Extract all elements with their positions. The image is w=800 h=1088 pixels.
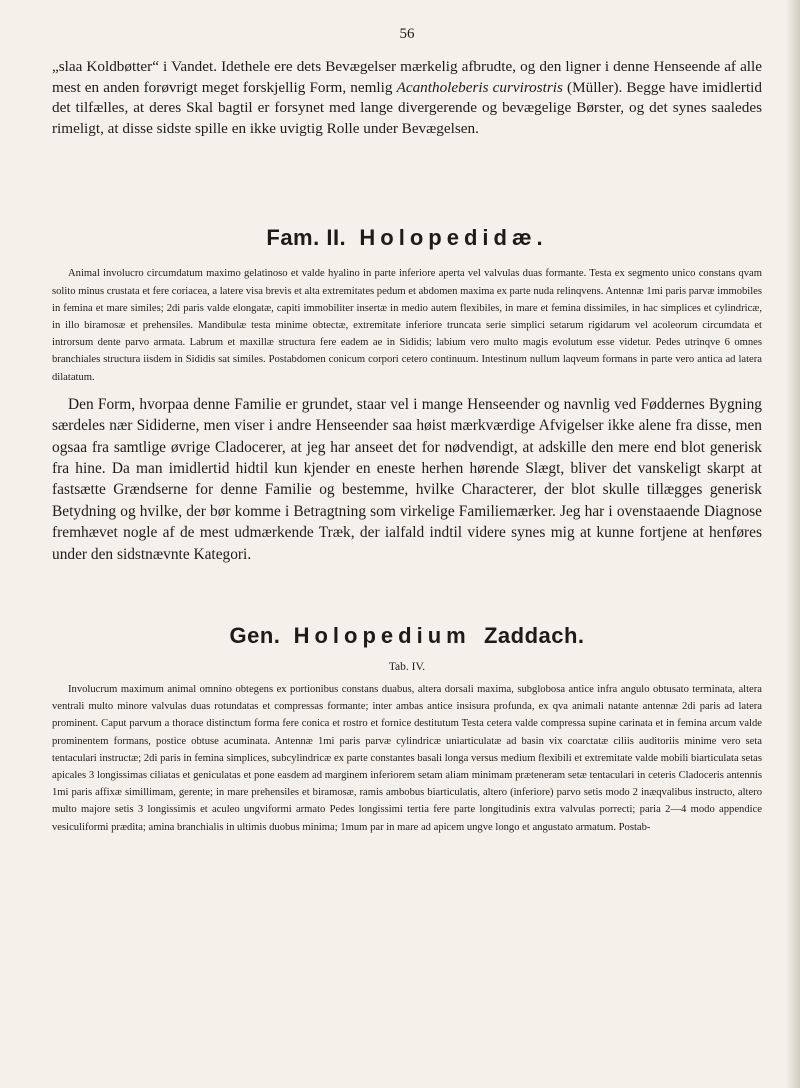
intro-text-start: „slaa Koldbøtter“ i Vandet. Idethele ere dets Bevægelser mærkelig afbrudte, og den ligner i denne Henseende af alle mest en anden forøvrigt meget forskjellig Form, nemlig <box>52 58 762 96</box>
genus-latin-diagnosis: Involucrum maximum animal omnino obtegens ex portionibus constans duabus, altera dorsali maxima, subglobosa antice infra angulo obtusato terminata, altera ventrali multo minore valvulas duas rotundatas et compressas formante; inter ambas antice insisura profunda, ex qva animali natante antennæ 2di paris ad latera prominent. Caput parvum a thorace distinctum forma fere conica et rostro et fornice destitutum Testa cetera valde compressa supine carinata et in femina arcum valde prominentem formans, postice obtuse acuminata. Antennæ 1mi paris parvæ cylindricæ uniarticulatæ ad basin vix coarctatæ ciliis auditoriis minime vero seta tentaculari instructæ; 2di paris in femina simplices, subcylindricæ ex parte constantes basali longa versus medium flexibili et extremitate valde mobili biarticulata setas apicales 3 longissimas ciliatas et geniculatas et pone easdem ad marginem inferiorem setam aliam minimam præteneram setæ tentaculari in ceteris Cladoceris antennis 1mi paris affixæ simillimam, gerente; in mare prehensiles et biramosæ, ramis ambobus biarticulatis, altero (inferiore) parvo setis modo 2 inæqvalibus instructo, altero multo majore setis 3 longissimis et aculeo ungviformi armato Pedes longissimi tertia fere parte longitudinis extra valvulas porrecti; paria 2—4 modo appendice vesiculiformi prædita; amina branchialis in ultimis duobus minima; 1mum par in mare ad apicem ungve longo et angustato armatum. Postab- <box>52 684 762 833</box>
intro-text-end: (Müller). Begge have imidlertid det tilfælles, at deres Skal bagtil er forsynet med lange divergerende og bevægelige Børster, og det synes saaledes rimeligt, at disse sidste spille en ikke uvigtig Rolle under Bevægelsen. <box>52 78 762 137</box>
family-heading <box>52 225 762 251</box>
intro-paragraph <box>52 57 762 139</box>
family-latin-diagnosis: Animal involucro circumdatum maximo gelatinoso et valde hyalino in parte inferiore aperta vel valvulas duas formante. Testa ex segmento unico constans qvam solito minus crustata et fere coriacea, a latere visa brevis et alta extremitates pedum et abdomen maxima ex parte nuda relinqvens. Antennæ 1mi paris parvæ immobiles in femina et mare similes; 2di paris valde elongatæ, capiti immobiliter insertæ in medio autem flexibiles, in mare et femina dissimiles, in hac simplices et cylindricæ, in illo biramosæ et prehensiles. Mandibulæ testa minime obtectæ, extremitate inferiore truncata serie simplici setarum rigidarum vel acoleorum circumdata et introrsum dente parvo armata. Labrum et maxillæ structura fere eadem ae in Sididis; labium vero multo magis evolutum esse videtur. Pedes utrinqve 6 omnes branchiales structura iisdem in Sididis sat similes. Postabdomen conicum corpori cetero continuum. Intestinum nullum laqveum formans in parte vero antica ad latera dilatatum. <box>52 268 762 383</box>
family-prefix: Fam. II. <box>266 225 347 251</box>
genus-author: Zaddach. <box>483 623 585 649</box>
genus-name: Holopedium <box>293 623 471 649</box>
page-edge-shadow <box>786 0 800 1088</box>
family-name: Holopedidæ. <box>359 225 548 251</box>
genus-heading <box>52 623 762 649</box>
species-name: Acantholeberis curvirostris <box>396 78 563 96</box>
family-discussion: Den Form, hvorpaa denne Familie er grundet, staar vel i mange Henseender og navnlig ved Føddernes Bygning særdeles nær Sididerne, men viser i andre Henseender saa høist mærkværdige Afvigelser ikke alene fra disse, men ogsaa fra samtlige øvrige Cladocerer, at jeg har anseet det for nødvendigt, at adskille den mere end blot generisk fra hine. Da man imidlertid hidtil kun kjender en eneste herhen hørende Slægt, bliver det vanskeligt skarpt at fastsætte Grændserne for denne Familie og bestemme, hvilke Characterer, der blot skulle tillægges generisk Betydning og hvilke, der bør komme i Betragtning som virkelige Familiemærker. Jeg har i ovenstaaende Diagnose fremhævet nogle af de mest udmærkende Træk, der ialfald indtil videre synes mig at kunne fortjene at henføres under den sidstnævnte Kategori. <box>52 395 762 563</box>
page-number: 56 <box>399 26 415 42</box>
plate-reference: Tab. IV. <box>388 661 426 674</box>
genus-prefix: Gen. <box>229 623 281 649</box>
page <box>52 26 762 836</box>
